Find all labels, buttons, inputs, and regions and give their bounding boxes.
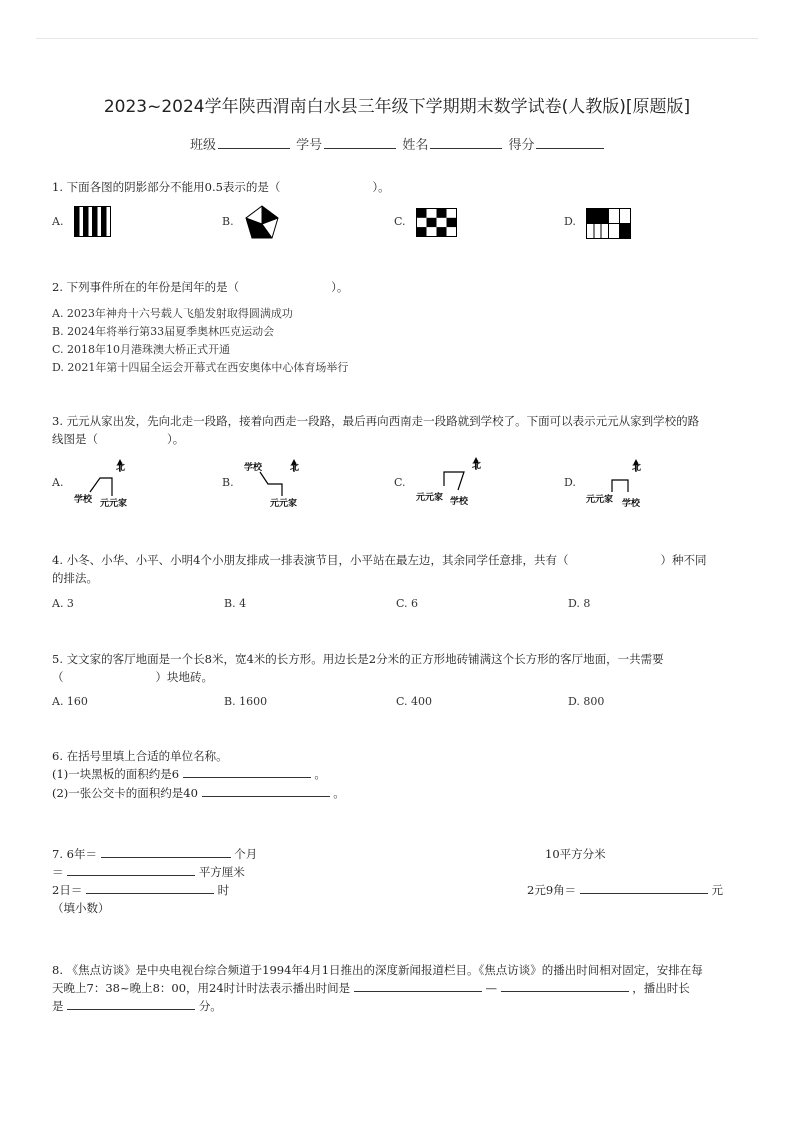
q8-line3 xyxy=(52,998,222,1014)
q8-start-blank[interactable] xyxy=(354,980,482,992)
q8-line3-unit: 分。 xyxy=(198,999,222,1013)
q4-text-line1: 4. 小冬、小华、小平、小明4个小朋友排成一排表演节目，小平站在最左边，其余同学任意排，共有（ ）种不同 xyxy=(52,553,707,567)
q2-option-a: A. 2023年神舟十六号载人飞船发射取得圆满成功 xyxy=(52,307,293,320)
q2-option-d: D. 2021年第十四届全运会开幕式在西安奥体中心体育场举行 xyxy=(52,361,349,374)
q6-text: 6. 在括号里填上合适的单位名称。 xyxy=(52,749,228,763)
score-blank[interactable] xyxy=(536,136,604,149)
q4-option-a: A. 3 xyxy=(52,597,74,610)
q8-line2-tail: ，播出时长 xyxy=(632,981,690,995)
q8-line3-text: 是 xyxy=(52,999,64,1013)
q8-text-line1: 8. 《焦点访谈》是中央电视台综合频道于1994年4月1日推出的深度新闻报道栏目。《焦点访谈》的播出时间相对固定，安排在每 xyxy=(52,963,703,977)
class-label: 班级 xyxy=(190,138,217,153)
q1-text: 1. 下面各图的阴影部分不能用0.5表示的是（ ）。 xyxy=(52,180,390,194)
class-blank[interactable] xyxy=(218,136,290,149)
q6-sub1 xyxy=(52,766,326,782)
q3-c-school-label: 学校 xyxy=(450,497,469,507)
q1-figure-d xyxy=(586,208,632,240)
q7-c-text: 2日＝ xyxy=(52,883,83,897)
q8-dash: — xyxy=(485,981,497,995)
q3-a-home-label: 元元家 xyxy=(100,499,128,509)
q2-option-b: B. 2024年将举行第33届夏季奥林匹克运动会 xyxy=(52,325,275,338)
q3-c-north-label: 北 xyxy=(472,461,482,471)
q3-b-school-label: 学校 xyxy=(244,463,263,473)
q4-option-c: C. 6 xyxy=(396,597,419,610)
q3-d-home-label: 元元家 xyxy=(586,495,614,505)
q1-figure-a xyxy=(74,206,112,238)
q7-c-unit: 时 xyxy=(217,883,230,897)
q4-option-d: D. 8 xyxy=(568,597,591,610)
q5-text-line2: （ ）块地砖。 xyxy=(52,670,213,684)
q3-route-c xyxy=(414,456,504,510)
q6-sub2-text: (2)一张公交卡的面积约是40 xyxy=(52,786,198,800)
name-blank[interactable] xyxy=(430,136,502,149)
q6-sub2-end: 。 xyxy=(333,786,345,800)
q7-b-blank[interactable] xyxy=(67,864,195,876)
q6-sub2 xyxy=(52,785,345,801)
q6-sub1-text: (1)一块黑板的面积约是6 xyxy=(52,767,180,781)
q7-b-eq: ＝ xyxy=(52,865,64,879)
header-divider xyxy=(36,38,758,39)
q3-option-c-label: C. xyxy=(394,476,406,489)
q3-text-line2: 线图是（ ）。 xyxy=(52,432,185,446)
q8-line2-text: 天晚上7：38~晚上8：00，用24时计时法表示播出时间是 xyxy=(52,981,351,995)
q3-a-school-label: 学校 xyxy=(74,495,93,505)
q7-b-text: 10平方分米 xyxy=(545,847,606,861)
q1-option-c-label: C. xyxy=(394,215,406,228)
q5-option-c: C. 400 xyxy=(396,695,433,708)
q5-option-a: A. 160 xyxy=(52,695,88,708)
q1-option-d-label: D. xyxy=(564,215,576,228)
name-label: 姓名 xyxy=(402,138,429,153)
q8-line2 xyxy=(52,980,690,996)
q7-a-unit: 个月 xyxy=(234,847,258,861)
q7-part-d xyxy=(527,882,723,898)
q7-part-a xyxy=(52,846,257,862)
q5-option-b: B. 1600 xyxy=(224,695,268,708)
q7-a-blank[interactable] xyxy=(101,846,231,858)
q5-option-d: D. 800 xyxy=(568,695,605,708)
q6-sub1-end: 。 xyxy=(314,767,326,781)
q1-option-b-label: B. xyxy=(222,215,234,228)
q3-option-d-label: D. xyxy=(564,476,576,489)
q1-figure-b xyxy=(244,205,280,241)
q7-b-unit: 平方厘米 xyxy=(198,865,245,879)
q3-option-b-label: B. xyxy=(222,476,234,489)
q7-part-c xyxy=(52,882,229,898)
q3-c-home-label: 元元家 xyxy=(416,493,444,503)
q7-part-b xyxy=(52,864,245,880)
q7-a-text: 7. 6年＝ xyxy=(52,847,97,861)
score-label: 得分 xyxy=(508,138,535,153)
q6-sub2-blank[interactable] xyxy=(202,785,330,797)
q3-route-a xyxy=(72,458,162,510)
student-info-row xyxy=(190,134,606,153)
q7-d-unit: 元 xyxy=(711,883,723,897)
q1-figure-c xyxy=(416,208,458,238)
q2-text: 2. 下列事件所在的年份是闰年的是（ ）。 xyxy=(52,280,349,294)
q3-text-line1: 3. 元元从家出发，先向北走一段路，接着向西走一段路，最后再向西南走一段路就到学校了。下面可以表示元元从家到学校的路 xyxy=(52,414,700,428)
page-title: 2023~2024学年陕西渭南白水县三年级下学期期末数学试卷(人教版)[原题版] xyxy=(103,97,691,117)
number-blank[interactable] xyxy=(324,136,396,149)
q5-text-line1: 5. 文文家的客厅地面是一个长8米，宽4米的长方形。用边长是2分米的正方形地砖铺满这个长方形的客厅地面，一共需要 xyxy=(52,652,664,666)
q3-d-north-label: 北 xyxy=(632,463,642,473)
q3-route-b xyxy=(242,458,332,510)
q1-option-a-label: A. xyxy=(52,215,64,228)
q3-b-north-label: 北 xyxy=(290,463,300,473)
q7-d-note: （填小数） xyxy=(52,901,110,915)
q7-d-text: 2元9角＝ xyxy=(527,883,577,897)
q6-sub1-blank[interactable] xyxy=(183,766,311,778)
q3-route-d xyxy=(584,458,674,510)
q3-d-school-label: 学校 xyxy=(622,499,641,509)
q3-b-home-label: 元元家 xyxy=(270,499,298,509)
q8-end-blank[interactable] xyxy=(501,980,629,992)
q4-option-b: B. 4 xyxy=(224,597,247,610)
q7-d-blank[interactable] xyxy=(580,882,708,894)
number-label: 学号 xyxy=(296,138,323,153)
q4-text-line2: 的排法。 xyxy=(52,571,98,585)
q3-option-a-label: A. xyxy=(52,476,64,489)
q8-duration-blank[interactable] xyxy=(67,998,195,1010)
q7-c-blank[interactable] xyxy=(86,882,214,894)
q2-option-c: C. 2018年10月港珠澳大桥正式开通 xyxy=(52,343,231,356)
q3-a-north-label: 北 xyxy=(116,463,126,473)
